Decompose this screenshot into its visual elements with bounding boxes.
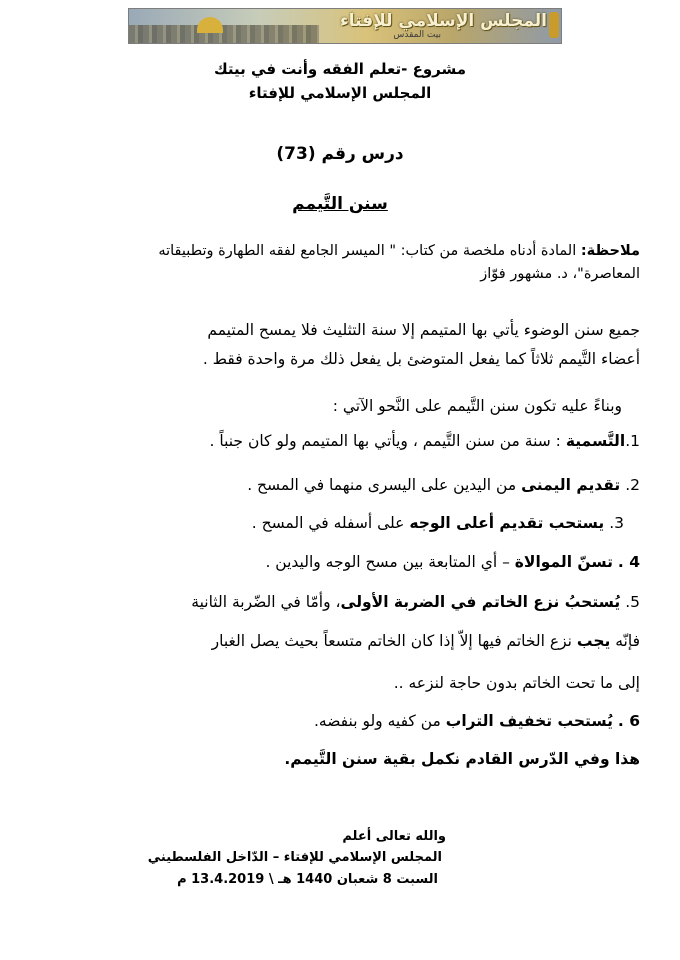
dome-of-the-rock-image (197, 17, 223, 33)
item-text: من اليدين على اليسرى منهما في المسح . (247, 476, 522, 494)
item-number: 6 . (617, 712, 640, 730)
footer-date: السبت 8 شعبان 1440 هـ \ 13.4.2019 م (177, 872, 438, 887)
note-line-1 (158, 243, 640, 259)
item-bold-text: يُستحبُ نزع الخاتم في الضربة الأولى (340, 593, 621, 611)
item5-continuation-2: إلى ما تحت الخاتم بدون حاجة لنزعه .. (393, 674, 640, 692)
jerusalem-skyline-image (129, 25, 319, 43)
intro-line-1: جميع سنن الوضوء يأتي بها المتيمم إلا سنة التثليث فلا يمسح المتيمم (207, 321, 640, 339)
council-logo-icon (549, 12, 559, 38)
closing-line: هذا وفي الدّرس القادم نكمل بقية سنن التَّيمم. (284, 750, 640, 768)
list-item (265, 553, 640, 571)
item-bold-text: يستحب تقديم أعلى الوجه (409, 514, 605, 532)
header-banner (128, 8, 562, 44)
item-bold-text: تقديم اليمنى (521, 476, 621, 494)
banner-title: المجلس الإسلامي للإفتاء (340, 11, 547, 31)
item-bold-text: يجب (576, 632, 611, 650)
list-item (247, 476, 640, 494)
lesson-number: درس رقم (73) (276, 144, 404, 164)
banner-subtitle: بيت المقدس (393, 30, 441, 40)
list-item (314, 712, 640, 730)
item-text: – أي المتابعة بين مسح الوجه واليدين . (265, 553, 515, 571)
item-bold-text: تسنّ الموالاة (514, 553, 613, 571)
note-line-2: المعاصرة"، د. مشهور فوّاز (480, 266, 640, 282)
item5-continuation-1 (212, 632, 640, 650)
item-text: فإنّه (610, 632, 640, 650)
item-number: 4 . (617, 553, 640, 571)
item-number: 2. (625, 476, 640, 494)
list-item (252, 514, 624, 532)
item-number: 3. (609, 514, 624, 532)
list-item (210, 432, 641, 450)
note-label: ملاحظة: (580, 243, 640, 259)
item-text: نزع الخاتم فيها إلاّ إذا كان الخاتم متسعاً بحيث يصل الغبار (211, 632, 577, 650)
item-text: : سنة من سنن التَّيمم ، ويأتي بها المتيمم ولو كان جنباً . (209, 432, 566, 450)
intro-line-2: أعضاء التَّيمم ثلاثاً كما يفعل المتوضئ بل يفعل ذلك مرة واحدة فقط . (202, 350, 640, 368)
item-text: من كفيه ولو بنفضه. (314, 712, 446, 730)
footer-line-2: المجلس الإسلامي للإفتاء – الدّاخل الفلسطيني (147, 850, 442, 865)
note-text-1: المادة أدناه ملخصة من كتاب: " الميسر الجامع لفقه الطهارة وتطبيقاته (158, 243, 581, 259)
intro-line-3: وبناءً عليه تكون سنن التَّيمم على النَّحو الآتي : (332, 397, 622, 415)
item-bold-text: يُستحب تخفيف التراب (445, 712, 613, 730)
item-text: ، وأمّا في الضّربة الثانية (191, 593, 341, 611)
item-number: 1. (625, 432, 640, 450)
item-bold-text: التَّسمية (565, 432, 626, 450)
project-title: مشروع -تعلم الفقه وأنت في بيتك (213, 60, 467, 78)
council-name: المجلس الإسلامي للإفتاء (248, 84, 432, 102)
item-number: 5. (625, 593, 640, 611)
list-item (191, 593, 640, 611)
lesson-title: سنن التَّيمم (292, 194, 388, 214)
footer-line-1: والله تعالى أعلم (342, 829, 446, 844)
item-text: على أسفله في المسح . (251, 514, 410, 532)
